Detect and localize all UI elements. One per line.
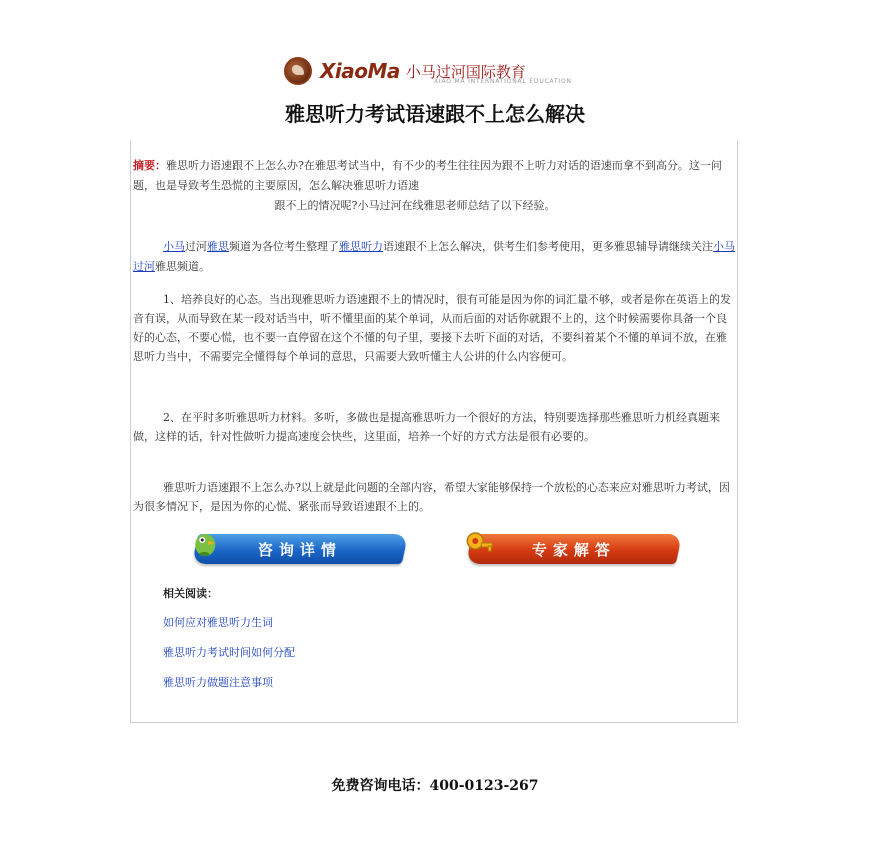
intro-paragraph [133, 237, 737, 277]
logo-brand-en: XiaoMa [320, 59, 400, 83]
link-xiaomaguohe[interactable]: 小马过河 [133, 240, 735, 273]
related-reading-title: 相关阅读： [163, 587, 218, 600]
consult-button[interactable] [192, 534, 408, 564]
related-link-3[interactable]: 雅思听力做题注意事项 [163, 676, 273, 689]
link-ielts-listening[interactable]: 雅思听力 [339, 240, 383, 253]
summary [133, 156, 737, 216]
summary-text: 雅思听力语速跟不上怎么办?在雅思考试当中，有不少的考生往往因为跟不上听力对话的语速而拿不到高分。这一问题，也是导致考生恐慌的主要原因，怎么解决雅思听力语速 [133, 159, 722, 192]
consult-button-label: 咨询详情 [257, 540, 342, 559]
article-box [130, 140, 738, 723]
intro-text-2: 频道为各位考生整理了 [229, 240, 339, 253]
parrot-icon [190, 528, 220, 558]
expert-button[interactable] [466, 534, 682, 564]
intro-text-4: 雅思频道。 [155, 260, 210, 273]
intro-text-3: 语速跟不上怎么解决，供考生们参考使用，更多雅思辅导请继续关注 [383, 240, 713, 253]
related-link-2[interactable]: 雅思听力考试时间如何分配 [163, 646, 295, 659]
logo-brand-sub: XIAO MA INTERNATIONAL EDUCATION [434, 78, 572, 85]
key-icon [464, 528, 494, 558]
paragraph-3: 雅思听力语速跟不上怎么办?以上就是此问题的全部内容，希望大家能够保持一个放松的心态来应对雅思听力考试，因为很多情况下，是因为你的心慌、紧张而导致语速跟不上的。 [133, 481, 730, 513]
paragraph-2: 2、在平时多听雅思听力材料。多听，多做也是提高雅思听力一个很好的方法，特别要选择那些雅思听力机经真题来做，这样的话，针对性做听力提高速度会快些，这里面，培养一个好的方式方法是很有必要的。 [133, 411, 720, 443]
site-logo [284, 54, 594, 88]
summary-label: 摘要： [133, 159, 166, 172]
link-ielts[interactable]: 雅思 [207, 240, 229, 253]
link-xiaoma[interactable]: 小马 [163, 240, 185, 253]
paragraph-1: 1、培养良好的心态。当出现雅思听力语速跟不上的情况时，很有可能是因为你的词汇量不够，或者是你在英语上的发音有误，从而导致在某一段对话当中，听不懂里面的某个单词，从而后面的对话你就跟不上的，这个时候需要你具备一个良好的心态，不要心慌，也不要一直停留在这个不懂的句子里，要接下去听下面的对话，不要纠着某个不懂的单词不放，在雅思听力当中，不需要完全懂得每个单词的意思，只需要大致听懂主人公讲的什么内容便可。 [133, 293, 731, 363]
expert-button-label: 专家解答 [531, 540, 616, 559]
intro-text-1: 过河 [185, 240, 207, 253]
logo-brand-cn: 小马过河国际教育 [405, 62, 526, 81]
hotline-footer: 免费咨询电话：400-0123-267 [331, 778, 539, 794]
summary-text-last: 跟不上的情况呢?小马过河在线雅思老师总结了以下经验。 [274, 199, 556, 212]
related-link-1[interactable]: 如何应对雅思听力生词 [163, 616, 273, 629]
horse-logo-icon [284, 57, 312, 85]
page-title: 雅思听力考试语速跟不上怎么解决 [285, 102, 585, 126]
